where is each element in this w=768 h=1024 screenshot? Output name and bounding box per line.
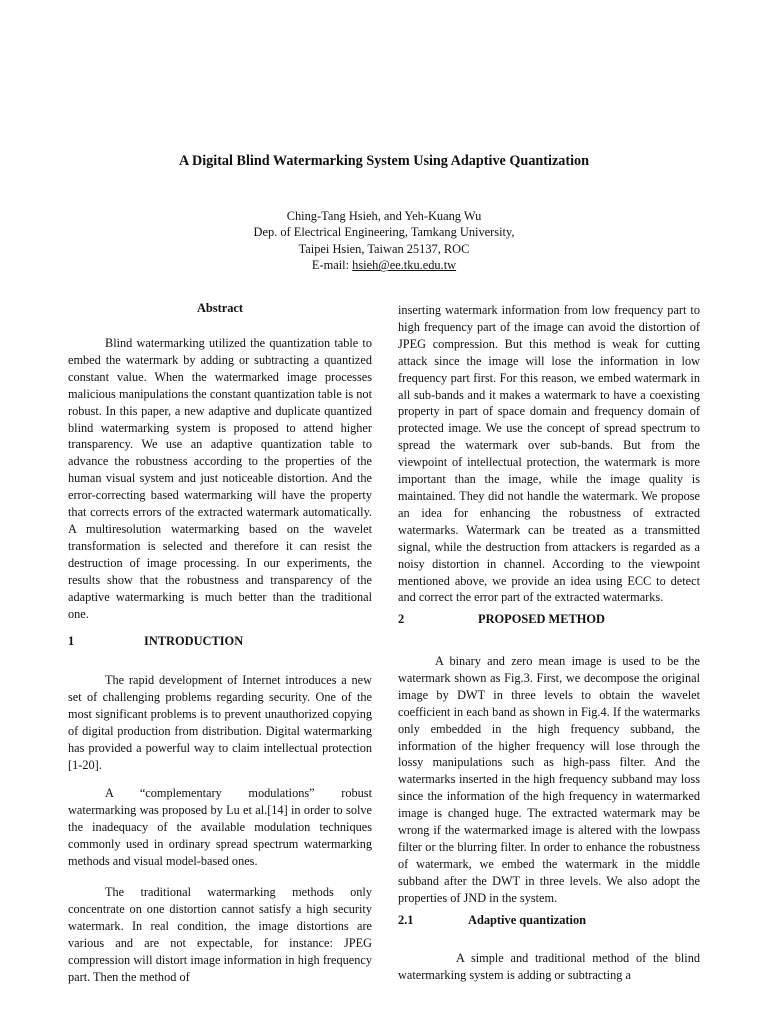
intro-paragraph-3 bbox=[68, 884, 372, 985]
section-title: Adaptive quantization bbox=[468, 913, 587, 927]
section-number: 2.1 bbox=[398, 913, 414, 927]
author-email-line bbox=[0, 257, 768, 273]
paper-title: A Digital Blind Watermarking System Using Adaptive Quantization bbox=[178, 153, 590, 169]
abstract-text: Blind watermarking utilized the quantization table to embed the watermark by adding or subtracting a quantized constant value. When the watermarked image processes malicious manipulations the constant quantization table is not robust. In this paper, a new adaptive and duplicate quantized blind watermarking system is proposed to attend higher transparency. We use an adaptive quantization table to advance the robustness according to the properties of the human visual system and just noticeable distortion. And the error-correcting based watermarking will have the property that corrects errors of the extracted watermark automatically. A multiresolution watermarking based on the wavelet transformation is selected and therefore it can resist the destruction of image processing. In our experiments, the results show that the robustness and transparency of the adaptive watermarking is much better than the traditional one. bbox=[68, 336, 372, 621]
paragraph-text: The traditional watermarking methods only concentrate on one distortion cannot satisfy a high security watermark. In real condition, the image distortions are various and are not expectable, for instance: JPEG compression will distort image information in high frequency part. Then the method of bbox=[68, 885, 372, 984]
section-title: PROPOSED METHOD bbox=[478, 612, 606, 626]
author-address: Taipei Hsien, Taiwan 25137, ROC bbox=[298, 241, 470, 256]
method-paragraph-1 bbox=[398, 653, 700, 907]
abstract-heading: Abstract bbox=[196, 301, 244, 315]
intro-paragraph-3-continued bbox=[398, 302, 700, 606]
adaptive-paragraph-1 bbox=[398, 950, 700, 984]
paragraph-text: A binary and zero mean image is used to be the watermark shown as Fig.3. First, we decompose the original image by DWT in three levels to obtain the wavelet coefficient in each band as shown in Fig.4. If the watermarks only embedded in the high frequency subband, the information of the higher frequency will lose through the lossy manipulations such as high-pass filter. And the watermarks inserted in the high frequency subband may loss since the information of the high frequency in watermarked image is changed huge. The extracted watermark may be wrong if the watermarked image is altered with the lowpass filter or the blurring filter. In order to enhance the robustness of watermark, we embed the watermark in the middle subband after the DWT in three levels. We also adopt the properties of JND in the system. bbox=[398, 654, 700, 905]
author-block bbox=[0, 208, 768, 274]
abstract-body bbox=[68, 335, 372, 622]
author-names: Ching-Tang Hsieh, and Yeh-Kuang Wu bbox=[286, 209, 482, 223]
author-affiliation: Dep. of Electrical Engineering, Tamkang University, bbox=[253, 225, 515, 240]
intro-paragraph-2 bbox=[68, 785, 372, 870]
paragraph-text: A “complementary modulations” robust watermarking was proposed by Lu et al.[14] in order to solve the inadequacy of the available modulation techniques commonly used in ordinary spread spectrum watermarking methods and visual model-based ones. bbox=[68, 786, 372, 868]
intro-paragraph-1 bbox=[68, 672, 372, 773]
section-title: INTRODUCTION bbox=[144, 634, 244, 648]
section-number: 2 bbox=[398, 612, 405, 626]
section-number: 1 bbox=[68, 634, 75, 648]
paragraph-text: The rapid development of Internet introduces a new set of challenging problems regarding security. One of the most significant problems is to prevent unauthorized copying of digital production from distribution. Digital watermarking has provided a powerful way to claim intellectual protection [1-20]. bbox=[68, 673, 372, 772]
email-link[interactable]: hsieh@ee.tku.edu.tw bbox=[352, 258, 457, 273]
paragraph-text: A simple and traditional method of the blind watermarking system is adding or subtracting a bbox=[398, 951, 700, 982]
email-label: E-mail: bbox=[311, 258, 353, 273]
paragraph-text: inserting watermark information from low frequency part to high frequency part of the image can avoid the distortion of JPEG compression. But this method is weak for cutting attack since the image will lose the information in low frequency part first. For this reason, we embed watermark in all sub-bands and it makes a watermark to have a coexisting property in part of space domain and frequency domain of protected image. We use the concept of spread spectrum to spread the watermark over sub-bands. But from the viewpoint of intellectual protection, the watermark is more important than the image, while the image quality is maintained. They did not handle the watermark. We propose an idea for enhancing the robustness of extracted watermarks. Watermark can be treated as a transmitted signal, while the destruction from attackers is regarded as a noisy distortion in channel. According to the viewpoint mentioned above, we provide an idea using ECC to detect and correct the error part of the extracted watermarks. bbox=[398, 303, 700, 605]
